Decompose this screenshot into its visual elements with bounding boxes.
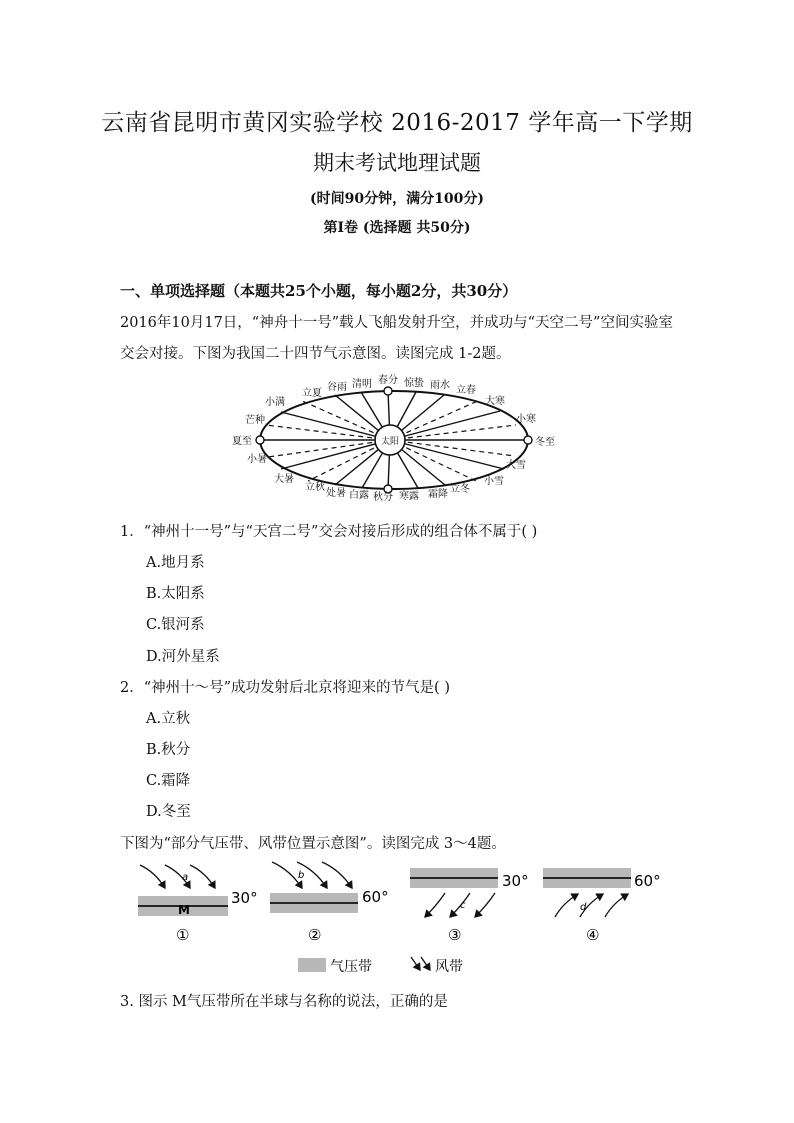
panel-4 — [543, 868, 661, 944]
lat-label-1: 30° — [231, 889, 258, 907]
term-hanlu: 寒露 — [399, 491, 419, 502]
wind-label-b: b — [298, 870, 305, 881]
panel-number-1: ① — [176, 926, 190, 944]
wind-label-a: a — [182, 872, 189, 883]
term-lidong: 立冬 — [450, 484, 470, 495]
intro-paragraph-line2: 交会对接。下图为我国二十四节气示意图。读图完成 1-2题。 — [120, 346, 511, 362]
figure2-legend — [298, 957, 463, 975]
panel-2 — [270, 862, 389, 944]
term-xiaoshu: 小暑 — [247, 454, 267, 465]
pressure-belt-M: M — [178, 903, 190, 917]
wind-label-c: c — [460, 900, 466, 911]
figure2-intro: 下图为“部分气压带、风带位置示意图”。读图完成 3～4题。 — [120, 836, 506, 852]
term-lixia: 立夏 — [302, 388, 322, 399]
question-1-option-c: C.银河系 — [146, 617, 205, 633]
term-dashu: 大暑 — [274, 474, 294, 485]
question-1-option-b: B.太阳系 — [146, 586, 205, 602]
term-shuangjiang: 霜降 — [428, 489, 448, 500]
wind-label-d: d — [580, 902, 587, 913]
lat-label-2: 60° — [362, 888, 389, 906]
term-daxue: 大雪 — [506, 460, 526, 471]
intro-paragraph-line1: 2016年10月17日，“神舟十一号”载人飞船发射升空，并成功与“天空二号”空间实验室 — [120, 315, 673, 331]
term-jingzhe: 惊蛰 — [404, 378, 424, 389]
term-xiazhi: 夏至 — [232, 436, 252, 447]
legend-pressure-swatch — [298, 958, 326, 972]
term-dongzhi: 冬至 — [535, 437, 555, 448]
legend-wind-arrow-icon — [411, 957, 420, 970]
time-info: (时间90分钟，满分100分) — [310, 191, 484, 207]
panel-number-4: ④ — [586, 926, 600, 944]
legend-pressure-label: 气压带 — [330, 959, 372, 975]
lat-label-3: 30° — [502, 872, 529, 890]
term-xiaoman: 小满 — [265, 397, 285, 408]
lat-label-4: 60° — [634, 872, 661, 890]
term-dahan: 大寒 — [485, 396, 505, 407]
term-lichun: 立春 — [456, 385, 476, 396]
section-heading: 一、单项选择题（本题共25个小题，每小题2分，共30分） — [120, 282, 518, 300]
question-2-option-d: D.冬至 — [146, 804, 191, 820]
question-1-stem: 1．“神州十一号”与“天宫二号”交会对接后形成的组合体不属于( ) — [120, 524, 538, 540]
term-chunfen: 春分 — [378, 375, 398, 386]
question-2-option-c: C.霜降 — [146, 773, 191, 789]
term-liqiu: 立秋 — [305, 482, 325, 493]
question-2-stem: 2．“神州十～号”成功发射后北京将迎来的节气是( ) — [120, 680, 450, 696]
panel-1 — [138, 865, 258, 944]
question-3-stem: 3. 图示 M气压带所在半球与名称的说法，正确的是 — [120, 994, 448, 1010]
term-qingming: 清明 — [352, 379, 372, 390]
page-title: 云南省昆明市黄冈实验学校 2016-2017 学年高一下学期 — [101, 110, 693, 136]
term-xiaoxue: 小雪 — [484, 476, 504, 487]
term-yushui: 雨水 — [430, 380, 450, 391]
page-subtitle: 期末考试地理试题 — [313, 151, 481, 175]
sun-label: 太阳 — [380, 437, 400, 447]
question-1-option-d: D.河外星系 — [146, 649, 220, 665]
term-guyu: 谷雨 — [327, 382, 347, 393]
question-2-option-b: B.秋分 — [146, 742, 191, 758]
term-xiaohan: 小寒 — [516, 414, 536, 425]
question-2-option-a: A.立秋 — [146, 711, 191, 727]
term-mangzhong: 芒种 — [245, 415, 265, 426]
panel-number-3: ③ — [448, 926, 462, 944]
question-1-option-a: A.地月系 — [146, 555, 205, 571]
term-chushu: 处暑 — [326, 488, 346, 499]
term-qiufen: 秋分 — [373, 492, 393, 502]
legend-wind-label: 风带 — [435, 959, 463, 975]
panel-number-2: ② — [308, 926, 322, 944]
pressure-wind-belts-diagram — [125, 855, 685, 980]
volume-info: 第Ⅰ卷 (选择题 共50分) — [323, 220, 471, 236]
solar-terms-diagram — [200, 372, 600, 502]
term-bailu: 白露 — [349, 490, 369, 501]
panel-3 — [410, 868, 529, 944]
